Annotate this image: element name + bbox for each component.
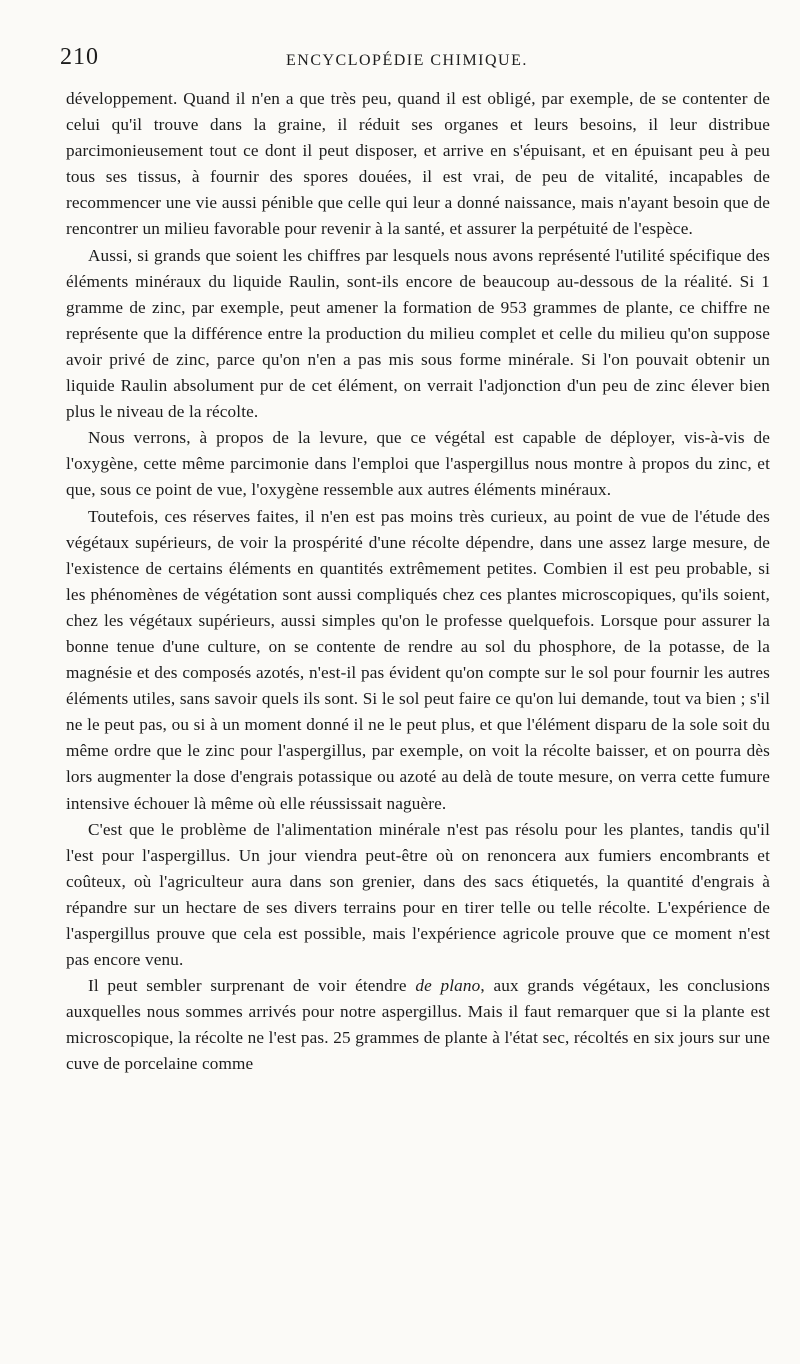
paragraph-6-start: Il peut sembler surprenant de voir étendre <box>88 976 416 996</box>
paragraph-4: Toutefois, ces réserves faites, il n'en est pas moins très curieux, au point de vue de l'étude des végétaux supérieurs, de voir la prospérité d'une récolte dépendre, dans une assez large mesure, de l'existence de certains éléments en quantités extrêmement petites. Combien il est peu probable, si les phénomènes de végétation sont aussi compliqués chez ces plantes microscopiques, qu'ils soient, chez les végétaux supérieurs, aussi simples qu'on le professe quelquefois. Lorsque pour assurer la bonne tenue d'une culture, on se contente de rendre au sol du phosphore, de la potasse, de la magnésie et des composés azotés, n'est-il pas évident qu'on compte sur le sol pour fournir les autres éléments utiles, sans savoir quels ils sont. Si le sol peut faire ce qu'on lui demande, tout va bien ; s'il ne le peut pas, ou si à un moment donné il ne le peut plus, et que l'élément disparu de la sole soit du même ordre que le zinc pour l'aspergillus, par exemple, on voit la récolte baisser, et on pourra dès lors augmenter la dose d'engrais potassique ou azoté au delà de toute mesure, on verra cette fumure intensive échouer là même où elle réussissait naguère. <box>66 506 770 813</box>
italic-phrase: de plano <box>415 976 481 996</box>
paragraph-5: C'est que le problème de l'alimentation minérale n'est pas résolu pour les plantes, tandis qu'il l'est pour l'aspergillus. Un jour viendra peut-être où on renoncera aux fumiers encombrants et coûteux, où l'agriculteur aura dans son grenier, dans des sacs étiquetés, la quantité d'engrais à répandre sur un hectare de ses divers terrains pour en tirer telle ou telle récolte. L'expérience de l'aspergillus prouve que cela est possible, mais l'expérience agricole prouve que ce moment n'est pas encore venu. <box>66 819 770 970</box>
running-title: ENCYCLOPÉDIE CHIMIQUE. <box>286 52 528 69</box>
body-text <box>66 86 770 1078</box>
paragraph-1: développement. Quand il n'en a que très peu, quand il est obligé, par exemple, de se contenter de celui qu'il trouve dans la graine, il réduit ses organes et leurs besoins, il leur distribue parcimonieusement tout ce dont il peut disposer, et arrive en s'épuisant, et en épuisant peu à peu tous ses tissus, à fournir des spores douées, il est vrai, de peu de vitalité, incapables de recommencer une vie aussi pénible que celle qui leur a donné naissance, mais n'ayant besoin que de rencontrer un milieu favorable pour revenir à la santé, et assurer la perpétuité de l'espèce. <box>66 89 770 239</box>
paragraph-6-end: , aux grands végétaux, les conclusions auxquelles nous sommes arrivés pour notre aspergillus. Mais il faut remarquer que si la plante est microscopique, la récolte ne l'est pas. 25 grammes de plante à l'état sec, récoltés en six jours sur une cuve de porcelaine comme <box>66 976 770 1074</box>
paragraph-6 <box>66 973 770 1077</box>
page-header <box>60 44 776 78</box>
paragraph-3: Nous verrons, à propos de la levure, que ce végétal est capable de déployer, vis-à-vis de l'oxygène, cette même parcimonie dans l'emploi que l'aspergillus nous montre à propos du zinc, et que, sous ce point de vue, l'oxygène ressemble aux autres éléments minéraux. <box>66 428 770 500</box>
page-number: 210 <box>60 44 99 70</box>
paragraph-2: Aussi, si grands que soient les chiffres par lesquels nous avons représenté l'utilité spécifique des éléments minéraux du liquide Raulin, sont-ils encore de beaucoup au-dessous de la réalité. Si 1 gramme de zinc, par exemple, peut amener la formation de 953 grammes de plante, ce chiffre ne représente que la différence entre la production du milieu complet et celle du milieu qu'on suppose avoir privé de zinc, parce qu'on n'en a pas mis sous forme minérale. Si l'on pouvait obtenir un liquide Raulin absolument pur de cet élément, on verrait l'adjonction d'un peu de zinc élever bien plus le niveau de la récolte. <box>66 245 770 422</box>
